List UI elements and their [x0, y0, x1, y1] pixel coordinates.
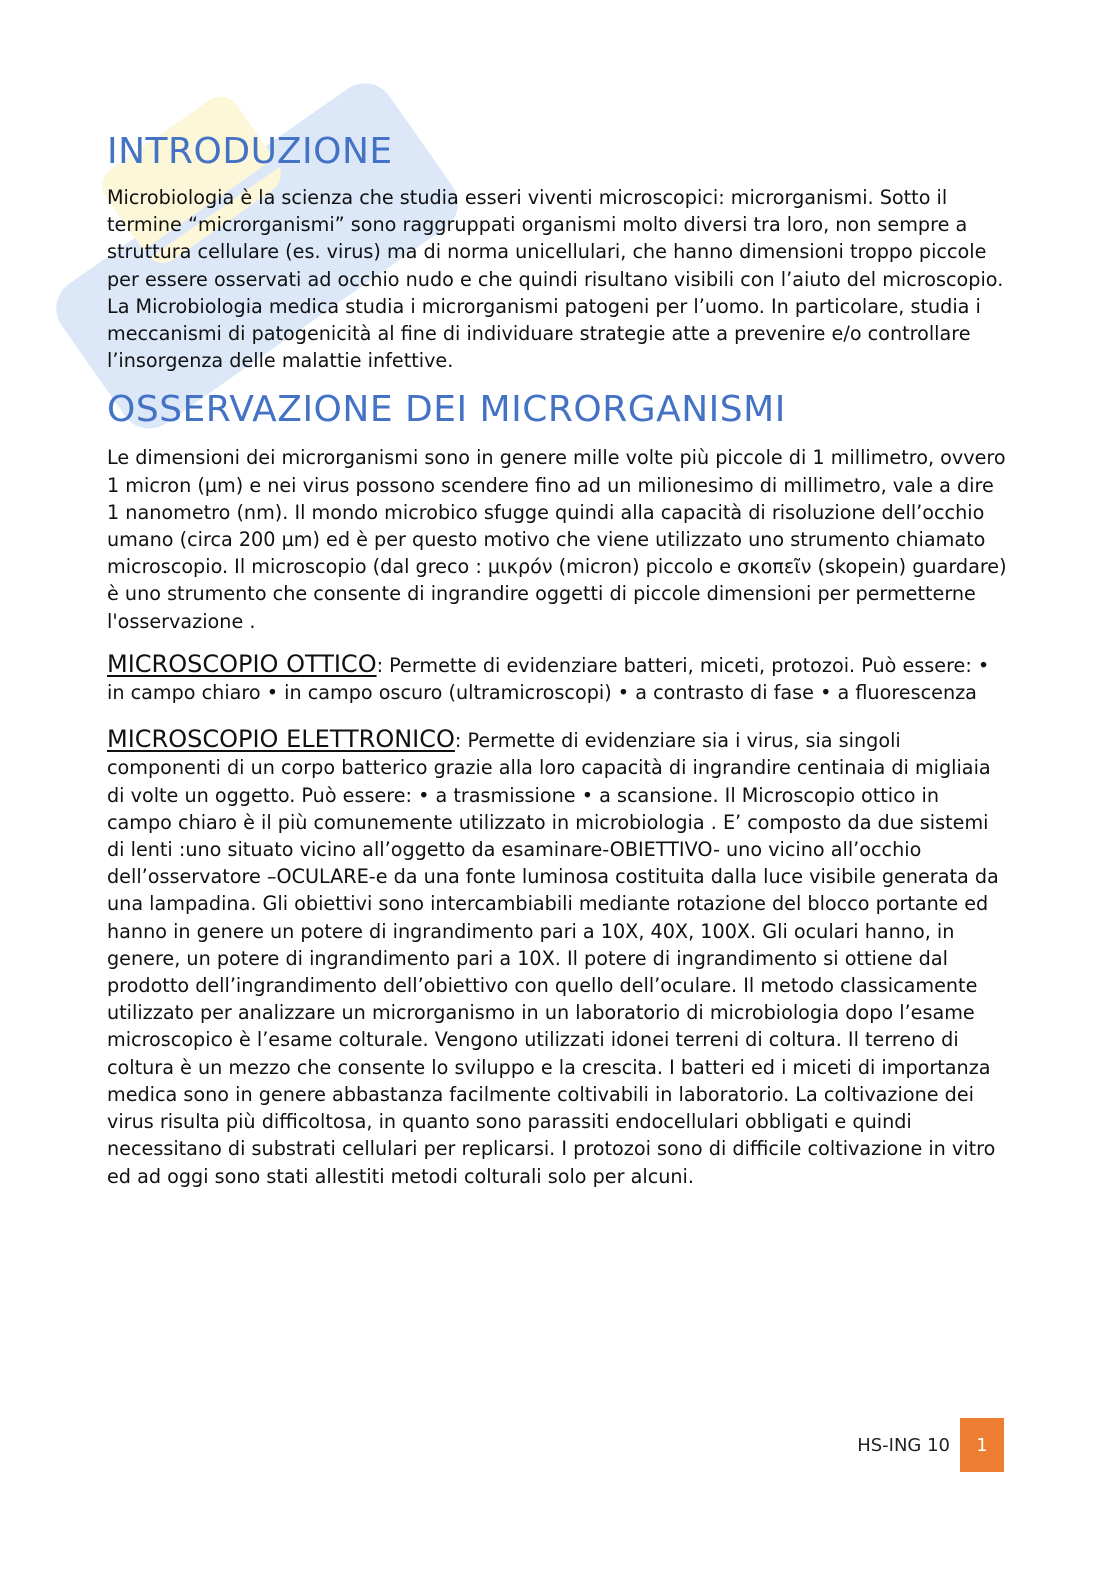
- observation-paragraph: Le dimensioni dei microrganismi sono in genere mille volte più piccole di 1 millimetro, ovvero 1 micron (µm) e nei virus possono scendere fino ad un milionesimo di millimetro, vale a dire 1 nanometro (nm). Il mondo microbico sfugge quindi alla capacità di risoluzione dell’occhio umano (circa 200 µm) ed è per questo motivo che viene utilizzato uno strumento chiamato microscopio. Il microscopio (dal greco : μικρόν (micron) piccolo e σκοπεῖν (skopein) guardare) è uno strumento che consente di ingrandire oggetti di piccole dimensioni per permetterne l'osservazione .: [107, 446, 1007, 633]
- document-body: [107, 128, 1007, 1190]
- page-number: 1: [960, 1418, 1004, 1472]
- optical-microscope-section: [107, 651, 1007, 706]
- page-footer: [840, 1418, 1004, 1472]
- intro-paragraph: Microbiologia è la scienza che studia esseri viventi microscopici: microrganismi. Sotto il termine “microrganismi” sono raggruppati organismi molto diversi tra loro, non sempre a struttura cellulare (es. virus) ma di norma unicellulari, che hanno dimensioni troppo piccole per essere osservati ad occhio nudo e che quindi risultano visibili con l’aiuto del microscopio. La Microbiologia medica studia i microrganismi patogeni per l’uomo. In particolare, studia i meccanismi di patogenicità al fine di individuare strategie atte a prevenire e/o controllare l’insorgenza delle malattie infettive.: [107, 186, 1004, 373]
- electronic-microscope-separator: :: [454, 729, 462, 753]
- optical-microscope-separator: :: [376, 653, 384, 677]
- electronic-microscope-text: Permette di evidenziare sia i virus, sia singoli componenti di un corpo batterico grazie alla loro capacità di ingrandire centinaia di migliaia di volte un oggetto. Può essere: • a trasmissione • a scansione. Il Microscopio ottico in campo chiaro è il più comunemente utilizzato in microbiologia . E’ composto da due sistemi di lenti :uno situato vicino all’oggetto da esaminare-OBIETTIVO- uno vicino all’occhio dell’osservatore –OCULARE-e da una fonte luminosa costituita dalla luce visibile generata da una lampadina. Gli obiettivi sono intercambiabili mediante rotazione del blocco portante ed hanno in genere un potere di ingrandimento pari a 10X, 40X, 100X. Gli oculari hanno, in genere, un potere di ingrandimento pari a 10X. Il potere di ingrandimento si ottiene dal prodotto dell’ingrandimento dell’obiettivo con quello dell’oculare. Il metodo classicamente utilizzato per analizzare un microrganismo in un laboratorio di microbiologia dopo l’esame microscopico è l’esame colturale. Vengono utilizzati idonei terreni di coltura. Il terreno di coltura è un mezzo che consente lo sviluppo e la crescita. I batteri ed i miceti di importanza medica sono in genere abbastanza facilmente coltivabili in laboratorio. La coltivazione dei virus risulta più difficoltosa, in quanto sono parassiti endocellulari obbligati e quindi necessitano di substrati cellulari per replicarsi. I protozoi sono di difficile coltivazione in vitro ed ad oggi sono stati allestiti metodi colturali solo per alcuni.: [107, 729, 999, 1188]
- footer-label: HS-ING 10: [857, 1435, 950, 1456]
- optical-microscope-paragraph: [107, 651, 1007, 706]
- observation-heading: OSSERVAZIONE DEI MICRORGANISMI: [107, 389, 786, 431]
- intro-heading: INTRODUZIONE: [107, 131, 393, 172]
- electronic-microscope-title: MICROSCOPIO ELETTRONICO: [107, 725, 455, 754]
- optical-microscope-text: Permette di evidenziare batteri, miceti, protozoi. Può essere: • in campo chiaro • in campo oscuro (ultramicroscopi) • a contrasto di fase • a fluorescenza: [107, 653, 990, 705]
- electronic-microscope-paragraph: [107, 726, 1007, 1189]
- electronic-microscope-section: [107, 726, 1007, 1189]
- optical-microscope-title: MICROSCOPIO OTTICO: [107, 649, 377, 678]
